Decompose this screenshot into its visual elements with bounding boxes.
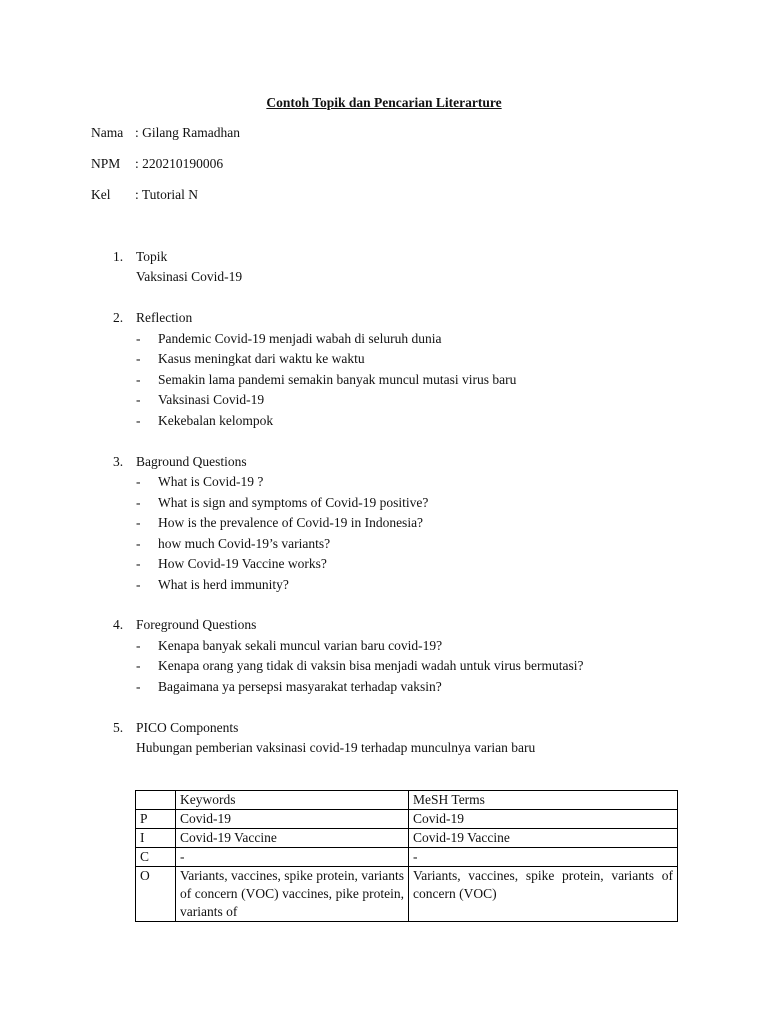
bullet-dash: - <box>136 413 141 428</box>
table-cell: Covid-19 <box>176 810 409 829</box>
table-row <box>136 829 678 848</box>
bullet-dash: - <box>136 351 141 366</box>
table-cell: - <box>176 848 409 867</box>
info-row-name <box>91 124 240 142</box>
section-heading: Topik <box>136 249 168 264</box>
bullet-dash: - <box>136 474 141 489</box>
section-number: 5. <box>113 720 124 735</box>
bullet-dash: - <box>136 577 141 592</box>
table-cell <box>176 867 409 922</box>
bullet-dash: - <box>136 392 141 407</box>
table-cell: P <box>136 810 176 829</box>
table-header-cell: Keywords <box>176 791 409 810</box>
bullet-item: Semakin lama pandemi semakin banyak muncul mutasi virus baru <box>158 372 517 387</box>
bullet-dash: - <box>136 515 141 530</box>
table-cell: - <box>409 848 678 867</box>
bullet-item: Pandemic Covid-19 menjadi wabah di seluruh dunia <box>158 331 442 346</box>
table-cell: Covid-19 <box>409 810 678 829</box>
table-cell-text: Variants, vaccines, spike protein, variants of concern (VOC) vaccines, pike protein, variants of <box>180 868 404 919</box>
table-header-row <box>136 791 678 810</box>
bullet-dash: - <box>136 658 141 673</box>
section-number: 2. <box>113 310 124 325</box>
table-row <box>136 848 678 867</box>
bullet-dash: - <box>136 331 141 346</box>
bullet-dash: - <box>136 495 141 510</box>
table-cell: I <box>136 829 176 848</box>
bullet-dash: - <box>136 556 141 571</box>
bullet-item: how much Covid-19’s variants? <box>158 536 331 551</box>
info-value: : Tutorial N <box>135 187 199 202</box>
bullet-item: Vaksinasi Covid-19 <box>158 392 265 407</box>
table-header-cell: MeSH Terms <box>409 791 678 810</box>
bullet-item: How Covid-19 Vaccine works? <box>158 556 327 571</box>
bullet-dash: - <box>136 536 141 551</box>
bullet-item: What is sign and symptoms of Covid-19 positive? <box>158 495 429 510</box>
section-heading: Baground Questions <box>136 454 247 469</box>
table-cell: Covid-19 Vaccine <box>409 829 678 848</box>
bullet-item: What is herd immunity? <box>158 577 289 592</box>
bullet-item: Kasus meningkat dari waktu ke waktu <box>158 351 365 366</box>
section-number: 1. <box>113 249 124 264</box>
section-heading: Reflection <box>136 310 193 325</box>
section-subline: Vaksinasi Covid-19 <box>136 269 243 284</box>
table-cell <box>409 867 678 922</box>
section-number: 3. <box>113 454 124 469</box>
info-label: NPM <box>91 156 121 171</box>
table-row <box>136 867 678 922</box>
section-number: 4. <box>113 617 124 632</box>
table-row <box>136 810 678 829</box>
bullet-item: Kekebalan kelompok <box>158 413 274 428</box>
table-cell: O <box>136 867 176 922</box>
section-subline: Hubungan pemberian vaksinasi covid-19 terhadap munculnya varian baru <box>136 740 536 755</box>
table-cell: Covid-19 Vaccine <box>176 829 409 848</box>
info-label: Kel <box>91 187 111 202</box>
section-heading: Foreground Questions <box>136 617 257 632</box>
info-value: : 220210190006 <box>135 156 224 171</box>
bullet-item: Kenapa banyak sekali muncul varian baru covid-19? <box>158 638 443 653</box>
pico-table <box>135 790 678 922</box>
section-heading: PICO Components <box>136 720 239 735</box>
bullet-item: What is Covid-19 ? <box>158 474 264 489</box>
info-label: Nama <box>91 125 124 140</box>
bullet-dash: - <box>136 679 141 694</box>
bullet-dash: - <box>136 372 141 387</box>
document-title: Contoh Topik dan Pencarian Literarture <box>266 95 502 110</box>
info-row-npm <box>91 155 223 173</box>
table-cell-text: Variants, vaccines, spike protein, variants of concern (VOC) <box>413 868 673 901</box>
bullet-item: Bagaimana ya persepsi masyarakat terhadap vaksin? <box>158 679 442 694</box>
bullet-dash: - <box>136 638 141 653</box>
table-header-cell <box>136 791 176 810</box>
info-value: : Gilang Ramadhan <box>135 125 240 140</box>
bullet-item: How is the prevalence of Covid-19 in Indonesia? <box>158 515 424 530</box>
table-cell: C <box>136 848 176 867</box>
info-row-kel <box>91 186 198 204</box>
bullet-item: Kenapa orang yang tidak di vaksin bisa menjadi wadah untuk virus bermutasi? <box>158 658 584 673</box>
